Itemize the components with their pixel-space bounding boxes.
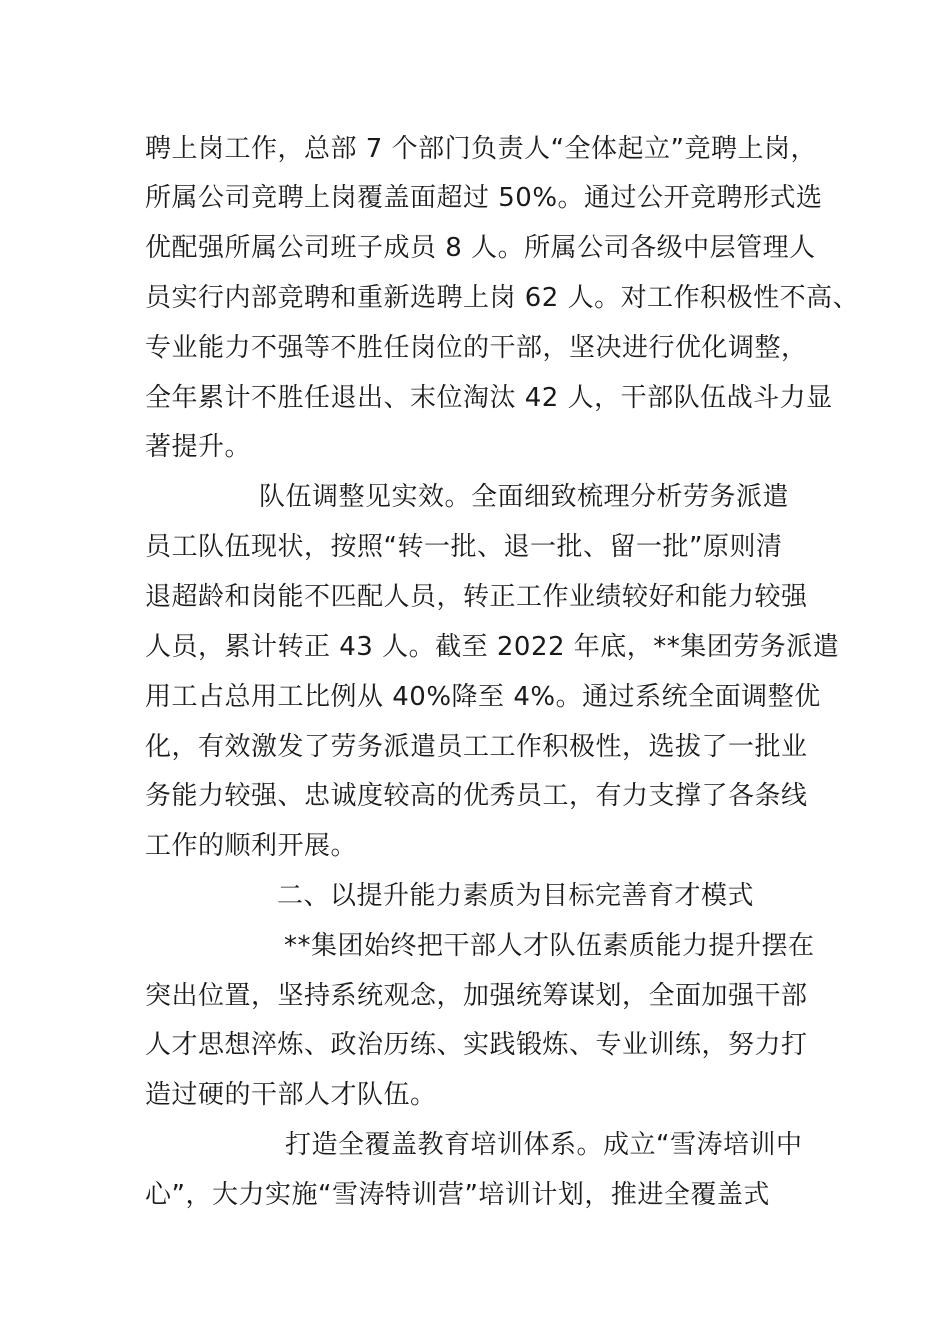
text-line-6: 全年累计不胜任退出、末位淘汰 42 人，干部队伍战斗力显 bbox=[145, 383, 833, 413]
text-line-18: 突出位置，坚持系统观念，加强统筹谋划，全面加强干部 bbox=[145, 981, 808, 1011]
text-line-20: 造过硬的干部人才队伍。 bbox=[145, 1080, 437, 1110]
section-heading-2: 二、以提升能力素质为目标完善育才模式 bbox=[277, 881, 755, 911]
text-line-4: 员实行内部竞聘和重新选聘上岗 62 人。对工作积极性不高、 bbox=[145, 283, 860, 313]
text-line-19: 人才思想淬炼、政治历练、实践锻炼、专业训练，努力打 bbox=[145, 1030, 808, 1060]
text-line-1: 聘上岗工作，总部 7 个部门负责人“全体起立”竞聘上岗， bbox=[145, 134, 818, 164]
text-line-17: **集团始终把干部人才队伍素质能力提升摆在 bbox=[284, 931, 815, 961]
text-line-14: 务能力较强、忠诚度较高的优秀员工，有力支撑了各条线 bbox=[145, 781, 808, 811]
paragraph-heading-team-adjustment: 队伍调整见实效。全面细致梳理分析劳务派遣 bbox=[259, 482, 790, 512]
text-line-12: 用工占总用工比例从 40%降至 4%。通过系统全面调整优 bbox=[145, 682, 821, 712]
paragraph-heading-training: 打造全覆盖教育培训体系。成立“雪涛培训中 bbox=[285, 1130, 803, 1160]
text-line-9: 员工队伍现状，按照“转一批、退一批、留一批”原则清 bbox=[145, 532, 783, 562]
text-line-11: 人员，累计转正 43 人。截至 2022 年底，**集团劳务派遣 bbox=[145, 632, 840, 662]
text-line-5: 专业能力不强等不胜任岗位的干部，坚决进行优化调整， bbox=[145, 333, 808, 363]
text-line-13: 化，有效激发了劳务派遣员工工作积极性，选拔了一批业 bbox=[145, 732, 808, 762]
text-line-2: 所属公司竞聘上岗覆盖面超过 50%。通过公开竞聘形式选 bbox=[145, 183, 823, 213]
text-line-10: 退超龄和岗能不匹配人员，转正工作业绩较好和能力较强 bbox=[145, 582, 808, 612]
text-line-7: 著提升。 bbox=[145, 432, 252, 462]
text-line-3: 优配强所属公司班子成员 8 人。所属公司各级中层管理人 bbox=[145, 233, 816, 263]
text-line-15: 工作的顺利开展。 bbox=[145, 831, 358, 861]
text-line-22: 心”，大力实施“雪涛特训营”培训计划，推进全覆盖式 bbox=[145, 1180, 770, 1210]
